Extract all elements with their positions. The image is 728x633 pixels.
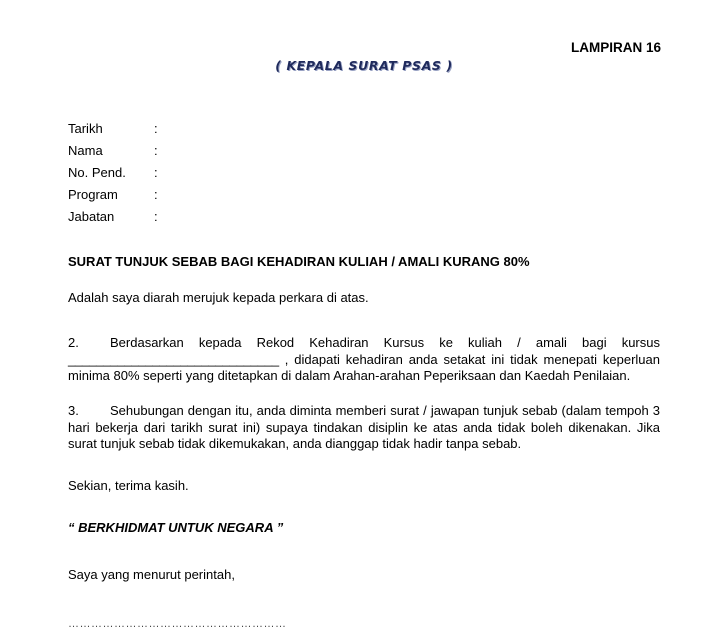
field-no-pend: [68, 164, 164, 186]
field-label: Program: [68, 187, 118, 202]
field-colon: :: [154, 165, 158, 180]
paragraph-2-line-2: [68, 352, 660, 369]
field-jabatan: [68, 208, 164, 230]
paragraph-number: 3.: [68, 403, 79, 418]
paragraph-2: [68, 335, 660, 385]
field-label: Nama: [68, 143, 103, 158]
field-colon: :: [154, 143, 158, 158]
letterhead-placeholder: ( KEPALA SURAT PSAS ): [275, 58, 453, 73]
course-blank-line: ______________________________: [68, 351, 279, 367]
intro-paragraph: Adalah saya diarah merujuk kepada perkara di atas.: [68, 290, 369, 305]
field-colon: :: [154, 209, 158, 224]
letter-heading: SURAT TUNJUK SEBAB BAGI KEHADIRAN KULIAH / AMALI KURANG 80%: [68, 254, 530, 269]
field-tarikh: [68, 120, 164, 142]
field-label: No. Pend.: [68, 165, 126, 180]
field-program: [68, 186, 164, 208]
recipient-fields: [68, 120, 164, 230]
field-colon: :: [154, 187, 158, 202]
paragraph-2-text-1: Berdasarkan kepada Rekod Kehadiran Kursus ke kuliah / amali bagi kursus: [110, 335, 660, 350]
paragraph-2-line-3: minima 80% seperti yang ditetapkan di dalam Arahan-arahan Peperiksaan dan Kaedah Penilaian.: [68, 368, 631, 383]
paragraph-3: [68, 403, 660, 453]
field-label: Tarikh: [68, 121, 103, 136]
sign-off: Saya yang menurut perintah,: [68, 567, 235, 582]
paragraph-2-text-2: , didapati kehadiran anda setakat ini tidak menepati keperluan: [284, 351, 660, 367]
paragraph-number: 2.: [68, 335, 79, 350]
signature-line: …………………………………………………: [68, 618, 287, 630]
lampiran-label: LAMPIRAN 16: [570, 40, 661, 55]
field-nama: [68, 142, 164, 164]
paragraph-2-line-1: [68, 335, 660, 352]
field-colon: :: [154, 121, 158, 136]
motto: “ BERKHIDMAT UNTUK NEGARA ”: [68, 520, 284, 535]
field-label: Jabatan: [68, 209, 115, 224]
closing-line: Sekian, terima kasih.: [68, 478, 189, 493]
paragraph-3-text: Sehubungan dengan itu, anda diminta memberi surat / jawapan tunjuk sebab (dalam tempoh 3 hari bekerja dari tarikh surat ini) supaya tindakan disiplin ke atas anda tidak boleh dikenakan. Jika surat tunjuk sebab tidak dikemukakan, anda dianggap tidak hadir tanpa sebab.: [68, 403, 660, 451]
